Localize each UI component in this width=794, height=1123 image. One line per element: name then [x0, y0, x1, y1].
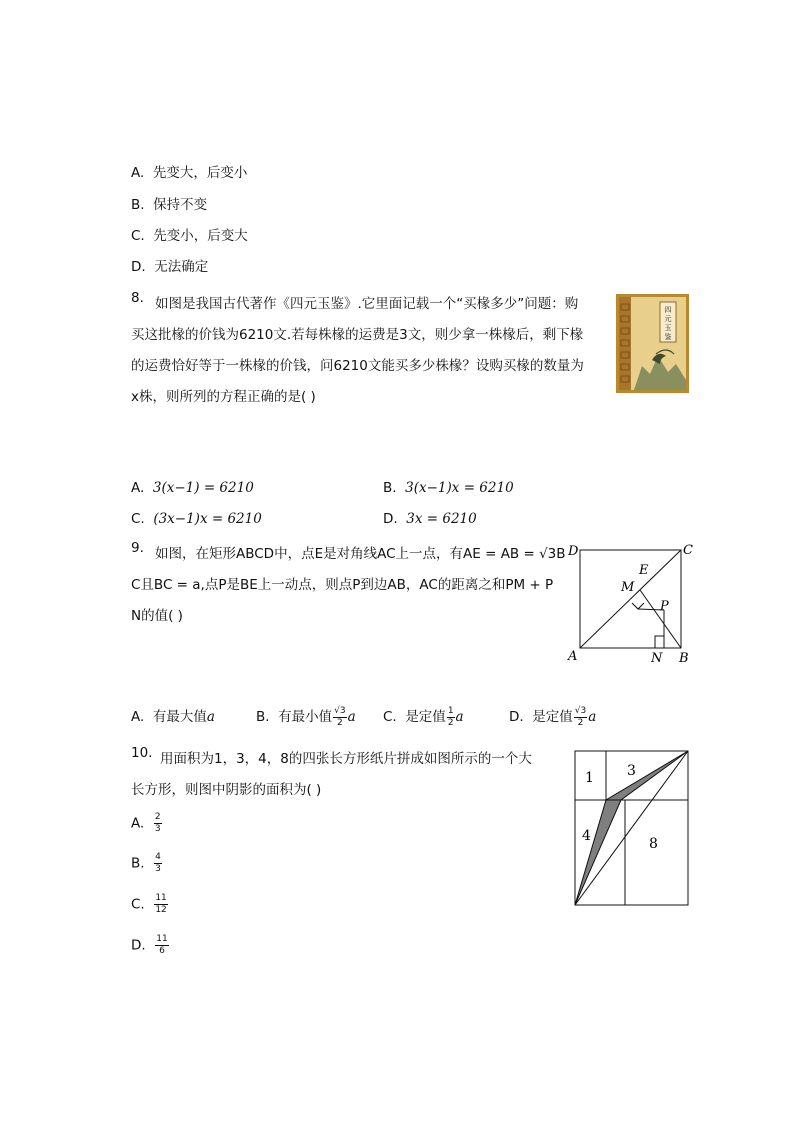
- q7-option-d: D. 无法确定: [131, 259, 209, 275]
- label-area-3: 3: [627, 763, 636, 779]
- q8-line-4: x株，则所列的方程正确的是( ): [131, 389, 316, 405]
- right-angle-m: [632, 603, 644, 609]
- q8-line-1: 如图是我国古代著作《四元玉鉴》.它里面记载一个“买椽多少”问题：购: [155, 296, 579, 312]
- q7-option-a: A. 先变大，后变小: [131, 165, 248, 181]
- label-area-1: 1: [585, 770, 594, 786]
- q9-rectangle-figure: [562, 538, 697, 668]
- label-d: D: [568, 544, 579, 559]
- q9-option-d: D. 是定值 $\frac{√3}{2}$ a: [509, 705, 597, 728]
- q8-option-d: D. 3x = 6210: [383, 511, 477, 527]
- q9-number: 9.: [131, 540, 144, 556]
- q8-number: 8.: [131, 290, 144, 306]
- q10-option-a: A. $\frac{2}{3}$: [131, 812, 161, 834]
- q10-option-d: D. $\frac{11}{6}$: [131, 934, 168, 956]
- q10-line-2: 长方形，则图中阴影的面积为( ): [131, 782, 322, 798]
- q9-line-2: C且BC = a,点P是BE上一动点，则点P到边AB，AC的距离之和PM + P: [131, 577, 554, 593]
- q8-line-2: 买这批椽的价钱为6210文.若每株椽的运费是3文，则少拿一株椽后，剩下椽: [131, 327, 584, 343]
- q8-line-3: 的运费恰好等于一株椽的价钱，问6210文能买多少株椽？设购买椽的数量为: [131, 358, 584, 374]
- q9-line-3: N的值( ): [131, 608, 183, 624]
- label-area-4: 4: [582, 828, 591, 844]
- q9-line-1: 如图，在矩形ABCD中，点E是对角线AC上一点，有AE = AB = √3B: [155, 546, 566, 562]
- q9-option-c: C. 是定值 $\frac{1}{2}$ a: [383, 705, 464, 728]
- label-n: N: [651, 651, 663, 666]
- q9-option-a: A. 有最大值a: [131, 709, 215, 725]
- q7-option-b: B. 保持不变: [131, 197, 208, 213]
- q10-line-1: 用面积为1，3，4，8的四张长方形纸片拼成如图所示的一个大: [160, 751, 532, 767]
- label-b: B: [679, 651, 689, 666]
- q8-option-c: C. (3x−1)x = 6210: [131, 511, 262, 527]
- q10-option-b: B. $\frac{4}{3}$: [131, 852, 161, 874]
- label-a: A: [568, 649, 578, 664]
- q9-option-b: B. 有最小值 $\frac{√3}{2}$ a: [256, 705, 356, 728]
- book-title-char-1: 四: [664, 306, 672, 314]
- q7-option-c: C. 先变小，后变大: [131, 228, 248, 244]
- label-c: C: [683, 543, 693, 558]
- q10-number: 10.: [131, 745, 153, 761]
- q10-rectangles-figure: [572, 748, 692, 908]
- label-p: P: [660, 599, 669, 614]
- q10-option-c: C. $\frac{11}{12}$: [131, 893, 167, 915]
- right-angle-n: [655, 636, 664, 648]
- book-title-char-4: 鉴: [664, 333, 672, 341]
- q8-option-b: B. 3(x−1)x = 6210: [383, 480, 514, 496]
- book-title-char-3: 玉: [664, 324, 672, 332]
- label-e: E: [639, 563, 649, 578]
- book-title-char-2: 元: [664, 315, 672, 323]
- label-area-8: 8: [649, 836, 658, 852]
- label-m: M: [621, 580, 635, 595]
- q8-option-a: A. 3(x−1) = 6210: [131, 480, 254, 496]
- book-cover-image: [616, 294, 689, 393]
